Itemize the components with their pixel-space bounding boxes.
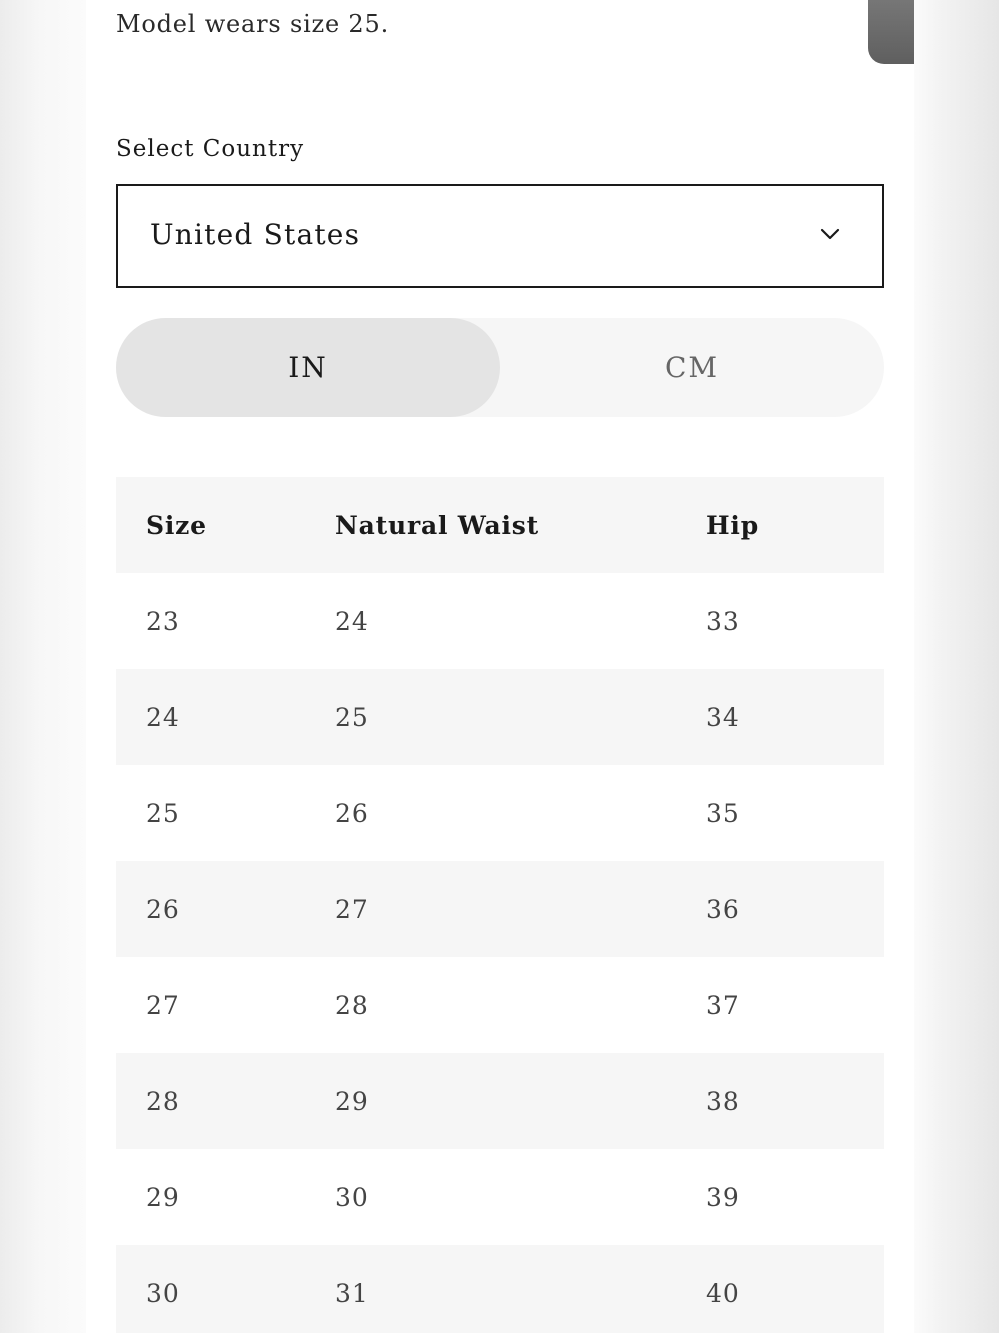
- cell-size: 27: [146, 990, 180, 1020]
- cell-hip: 39: [706, 1182, 740, 1212]
- table-row: [116, 1053, 884, 1149]
- cell-hip: 35: [706, 798, 740, 828]
- table-row: [116, 765, 884, 861]
- header-size: Size: [146, 510, 207, 540]
- cell-size: 23: [146, 606, 180, 636]
- select-country-label: Select Country: [116, 136, 305, 162]
- header-hip: Hip: [706, 510, 759, 540]
- cell-waist: 26: [335, 798, 369, 828]
- cell-waist: 29: [335, 1086, 369, 1116]
- country-select-value: United States: [150, 218, 361, 251]
- cell-waist: 27: [335, 894, 369, 924]
- cell-waist: 30: [335, 1182, 369, 1212]
- cell-size: 26: [146, 894, 180, 924]
- cell-waist: 25: [335, 702, 369, 732]
- unit-option-in[interactable]: IN: [116, 318, 500, 417]
- cell-hip: 34: [706, 702, 740, 732]
- cell-size: 28: [146, 1086, 180, 1116]
- cell-size: 30: [146, 1278, 180, 1308]
- size-table: [116, 477, 884, 1333]
- cell-hip: 36: [706, 894, 740, 924]
- country-select[interactable]: [116, 184, 884, 288]
- overlay-tab[interactable]: [868, 0, 914, 64]
- model-size-note: Model wears size 25.: [116, 10, 390, 38]
- cell-hip: 37: [706, 990, 740, 1020]
- unit-option-cm[interactable]: CM: [664, 351, 720, 384]
- table-row: [116, 957, 884, 1053]
- cell-waist: 24: [335, 606, 369, 636]
- table-row: [116, 573, 884, 669]
- cell-waist: 28: [335, 990, 369, 1020]
- cell-size: 24: [146, 702, 180, 732]
- cell-waist: 31: [335, 1278, 369, 1308]
- cell-size: 25: [146, 798, 180, 828]
- cell-hip: 33: [706, 606, 740, 636]
- table-header-row: [116, 477, 884, 573]
- table-row: [116, 669, 884, 765]
- table-row: [116, 1245, 884, 1333]
- cell-hip: 40: [706, 1278, 740, 1308]
- unit-toggle: [116, 318, 884, 417]
- table-row: [116, 861, 884, 957]
- chevron-down-icon: [818, 222, 842, 246]
- cell-size: 29: [146, 1182, 180, 1212]
- table-row: [116, 1149, 884, 1245]
- cell-hip: 38: [706, 1086, 740, 1116]
- header-natural-waist: Natural Waist: [335, 510, 539, 540]
